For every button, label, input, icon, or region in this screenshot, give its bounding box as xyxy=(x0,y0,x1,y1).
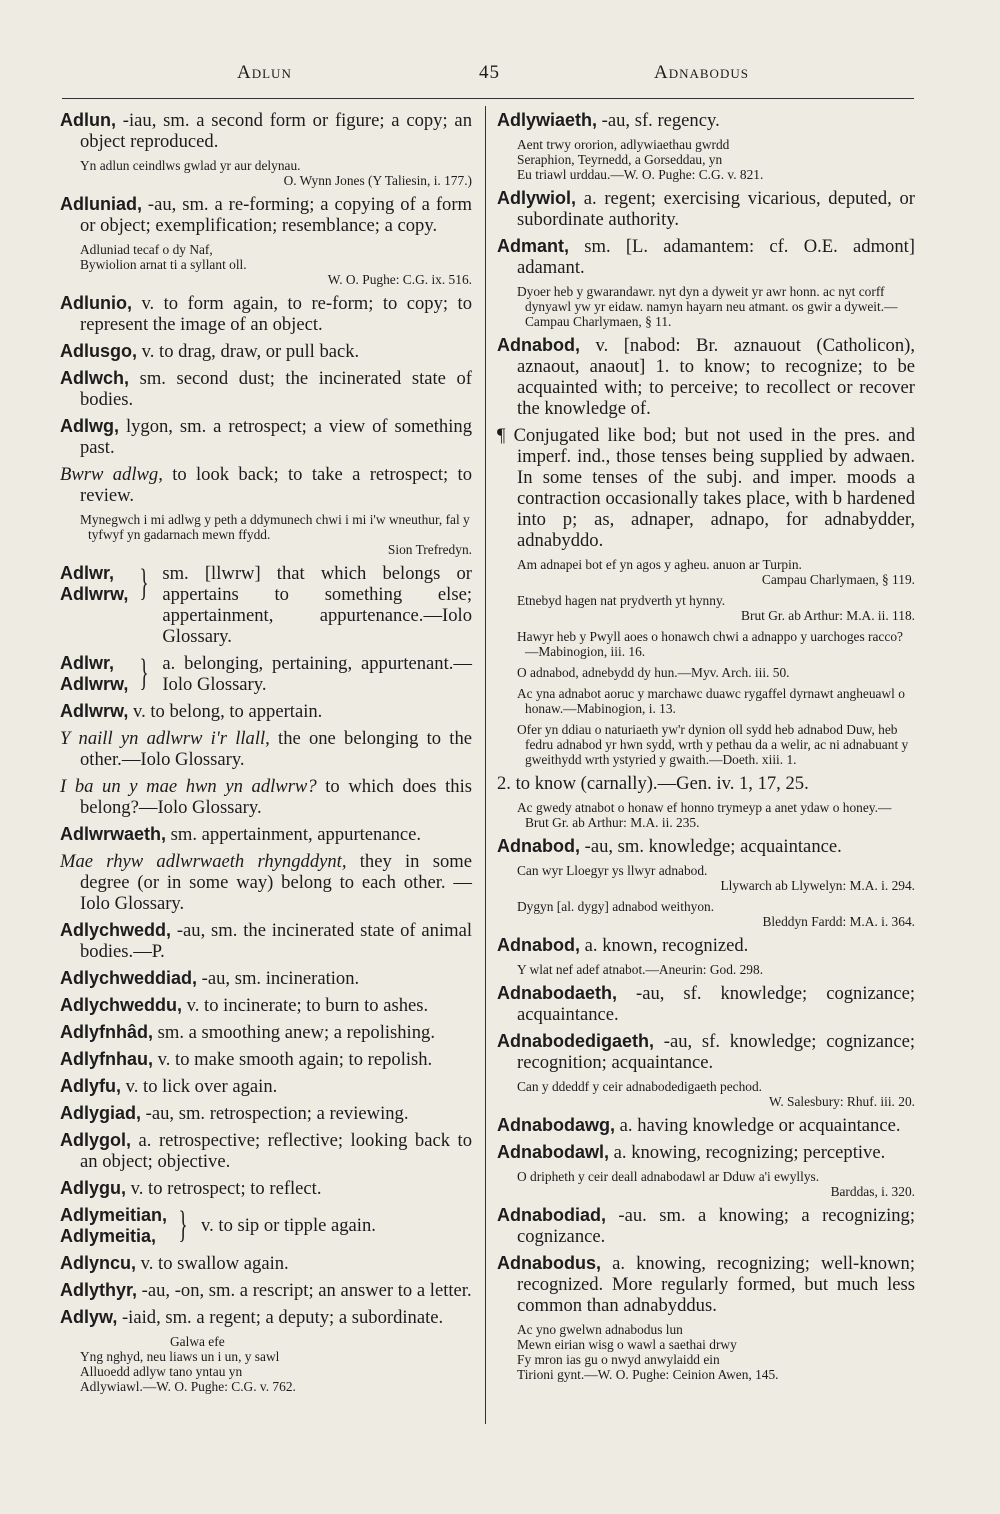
citation: O. Wynn Jones (Y Taliesin, i. 177.) xyxy=(283,173,472,188)
quotation: Hawyr heb y Pwyll aoes o honawch chwi a adnappo y uarchoges racco?—Mabinogion, iii. 16. xyxy=(517,629,903,659)
definition: sm. [llwrw] that which belongs or appertains to something else; appertainment, appurtenance.—Iolo Glossary. xyxy=(162,563,472,647)
definition: v. [nabod: Br. aznauout (Catholicon), aznaout, anaout] 1. to know; to recognize; to be acquainted with; to perceive; to recollect or recover the knowledge of. xyxy=(517,335,915,419)
citation: Sion Trefredyn. xyxy=(387,542,472,557)
usage-example: Bwrw adlwg, to look back; to take a retrospect; to review. xyxy=(60,464,473,506)
definition: a. belonging, pertaining, appurtenant.—Iolo Glossary. xyxy=(162,653,472,695)
entry xyxy=(497,335,915,419)
usage-example: Mae rhyw adlwrwaeth rhyngddynt, they in some degree (or in some way) belong to each other. —Iolo Glossary. xyxy=(60,851,472,914)
citation: Llywarch ab Llywelyn: M.A. i. 294. xyxy=(720,878,915,893)
headword: Adnabodiad, xyxy=(497,1205,606,1225)
entry xyxy=(60,968,472,989)
quotation: Can wyr Lloegyr ys llwyr adnabod. Llywarch ab Llywelyn: M.A. i. 294. xyxy=(517,863,915,893)
headword: Adlwrw, xyxy=(60,701,129,721)
entry xyxy=(60,341,472,362)
definition: v. to make smooth again; to repolish. xyxy=(153,1049,433,1070)
headword: Adlymeitia, xyxy=(60,1226,157,1246)
brace: } xyxy=(139,652,149,694)
entry xyxy=(60,1178,472,1199)
entry xyxy=(497,983,915,1025)
entry xyxy=(60,368,472,410)
headword: Adlunio, xyxy=(60,293,132,313)
headword: Adluniad, xyxy=(60,194,142,214)
entry xyxy=(60,1307,472,1328)
definition: -iau, sm. a second form or figure; a copy; an object reproduced. xyxy=(80,110,472,152)
quotation: O adnabod, adnebydd dy hun.—Myv. Arch. iii. 50. xyxy=(517,665,790,680)
brace: } xyxy=(139,562,149,604)
entry xyxy=(60,1130,472,1172)
entry xyxy=(60,995,472,1016)
definition: a. retrospective; reflective; looking back to an object; objective. xyxy=(80,1130,472,1172)
definition: sm. a smoothing anew; a repolishing. xyxy=(153,1022,435,1043)
definition: -au. sm. a knowing; a recognizing; cognizance. xyxy=(517,1205,915,1247)
headword: Adnabodaeth, xyxy=(497,983,617,1003)
paired-entry xyxy=(60,563,472,647)
usage-example: I ba un y mae hwn yn adlwrw? to which does this belong?—Iolo Glossary. xyxy=(60,776,472,818)
entry xyxy=(497,1253,915,1316)
headword: Adlygiad, xyxy=(60,1103,142,1123)
definition: v. to sip or tipple again. xyxy=(201,1215,376,1236)
definition: -au, sf. knowledge; cognizance; acquaintance. xyxy=(517,983,915,1025)
quotation: Can y ddeddf y ceir adnabodedigaeth pechod. W. Salesbury: Rhuf. iii. 20. xyxy=(517,1079,915,1109)
headword: Adlwrwaeth, xyxy=(60,824,167,844)
quotation: Ac yna adnabot aoruc y marchawc duawc rygaffel dyrnawt angheuawl o honaw.—Mabinogion, i. 13. xyxy=(517,686,905,716)
definition: sm. [L. adamantem: cf. O.E. admont] adamant. xyxy=(517,236,915,278)
entry xyxy=(497,836,915,857)
definition: a. knowing, recognizing; well-known; recognized. More regularly formed, but much less common than adnabyddus. xyxy=(517,1253,915,1316)
definition: v. to retrospect; to reflect. xyxy=(126,1178,322,1199)
entry xyxy=(60,416,472,458)
entry xyxy=(497,110,915,131)
headword: Adlymeitian, xyxy=(60,1205,168,1225)
paired-entry xyxy=(60,653,472,695)
headword: Adlwch, xyxy=(60,368,130,388)
definition: -au, sm. knowledge; acquaintance. xyxy=(580,836,842,857)
headword: Adlwg, xyxy=(60,416,119,436)
headword: Adnabod, xyxy=(497,335,580,355)
definition: v. to lick over again. xyxy=(121,1076,278,1097)
definition: lygon, sm. a retrospect; a view of something past. xyxy=(80,416,472,458)
entry xyxy=(497,188,915,230)
definition: -iaid, sm. a regent; a deputy; a subordinate. xyxy=(117,1307,444,1328)
headword: Adlwrw, xyxy=(60,584,129,604)
definition: sm. second dust; the incinerated state of bodies. xyxy=(80,368,472,410)
quotation: Am adnapei bot ef yn agos y agheu. anuon ar Turpin. Campau Charlymaen, § 119. xyxy=(517,557,915,587)
headword: Adnabodawl, xyxy=(497,1142,609,1162)
headword: Admant, xyxy=(497,236,569,256)
entry xyxy=(497,1142,915,1163)
entry xyxy=(60,701,472,722)
headword: Adlychwedd, xyxy=(60,920,172,940)
entry xyxy=(497,1031,915,1073)
headword: Adnabodawg, xyxy=(497,1115,615,1135)
right-column xyxy=(497,110,915,1388)
citation: Bleddyn Fardd: M.A. i. 364. xyxy=(762,914,915,929)
header-rule xyxy=(62,98,914,99)
headword: Adlyfnhau, xyxy=(60,1049,153,1069)
definition: -au, sm. retrospection; a reviewing. xyxy=(141,1103,409,1124)
definition: v. to belong, to appertain. xyxy=(128,701,323,722)
headword: Adnabodus, xyxy=(497,1253,601,1273)
quotation: Ac gwedy atnabot o honaw ef honno trymeyp a anet ydaw o honey.—Brut Gr. ab Arthur: M.A. ii. 235. xyxy=(517,800,892,830)
entry xyxy=(60,1253,472,1274)
definition: v. to drag, draw, or pull back. xyxy=(137,341,360,362)
definition: -au, sf. regency. xyxy=(597,110,720,131)
header-left-guideword: Adlun xyxy=(237,62,292,83)
entry xyxy=(497,1205,915,1247)
citation: Brut Gr. ab Arthur: M.A. ii. 118. xyxy=(741,608,915,623)
headword: Adlusgo, xyxy=(60,341,137,361)
entry xyxy=(60,1076,472,1097)
quotation: Aent trwy ororion, adlywiaethau gwrdd Seraphion, Teyrnedd, a Gorseddau, yn Eu triawl urddau.—W. O. Pughe: C.G. v. 821. xyxy=(517,137,764,182)
headword: Adlwr, xyxy=(60,653,115,673)
definition: a. regent; exercising vicarious, deputed, or subordinate authority. xyxy=(517,188,915,230)
entry xyxy=(60,110,472,152)
quotation: Dygyn [al. dygy] adnabod weithyon. Bleddyn Fardd: M.A. i. 364. xyxy=(517,899,915,929)
brace: } xyxy=(178,1204,188,1246)
entry xyxy=(60,824,472,845)
left-column xyxy=(60,110,472,1400)
headword: Adlygol, xyxy=(60,1130,131,1150)
entry xyxy=(497,236,915,278)
definition: -au, sm. incineration. xyxy=(197,968,360,989)
entry xyxy=(60,1280,472,1301)
headword: Adlywiol, xyxy=(497,188,577,208)
definition: a. having knowledge or acquaintance. xyxy=(615,1115,901,1136)
sense-2: 2. to know (carnally).—Gen. iv. 1, 17, 25. xyxy=(497,773,809,794)
headword: Adlythyr, xyxy=(60,1280,138,1300)
header-right-guideword: Adnabodus xyxy=(654,62,749,83)
entry xyxy=(60,194,472,236)
entry xyxy=(60,920,472,962)
headword: Adlychweddu, xyxy=(60,995,183,1015)
definition: a. knowing, recognizing; perceptive. xyxy=(609,1142,886,1163)
definition: v. to incinerate; to burn to ashes. xyxy=(182,995,429,1016)
quotation: Y wlat nef adef atnabot.—Aneurin: God. 298. xyxy=(517,962,764,977)
definition: -au, sm. a re-forming; a copying of a form or object; exemplification; resemblance; a copy. xyxy=(80,194,472,236)
quotation: Yn adlun ceindlws gwlad yr aur delynau. O. Wynn Jones (Y Taliesin, i. 177.) xyxy=(80,158,472,188)
headword: Adlygu, xyxy=(60,1178,126,1198)
quotation: Galwa efe Yng nghyd, neu liaws un i un, y sawl Alluoedd adlyw tano yntau yn Adlywiawl.—W. O. Pughe: C.G. v. 762. xyxy=(80,1334,296,1394)
definition: -au, sm. the incinerated state of animal bodies.—P. xyxy=(80,920,472,962)
headword: Adlwr, xyxy=(60,563,115,583)
quotation: Dyoer heb y gwarandawr. nyt dyn a dyweit yr awr honn. ac nyt corff dynyawl yw yr eidaw. namyn hayarn neu atmant. os gwir a dyweit.—Campau Charlymaen, § 11. xyxy=(517,284,898,329)
headword: Adlychweddiad, xyxy=(60,968,198,988)
entry xyxy=(60,1103,472,1124)
headword: Adnabod, xyxy=(497,836,580,856)
entry xyxy=(497,935,915,956)
page-number: 45 xyxy=(479,62,500,83)
quotation: O dripheth y ceir deall adnabodawl ar Dduw a'i ewyllys. Barddas, i. 320. xyxy=(517,1169,915,1199)
citation: W. O. Pughe: C.G. ix. 516. xyxy=(327,272,472,287)
headword: Adlywiaeth, xyxy=(497,110,598,130)
usage-example: Y naill yn adlwrw i'r llall, the one belonging to the other.—Iolo Glossary. xyxy=(60,728,472,770)
headword: Adlyncu, xyxy=(60,1253,137,1273)
definition: v. to form again, to re-form; to copy; to represent the image of an object. xyxy=(80,293,472,335)
headword: Adlyfu, xyxy=(60,1076,121,1096)
definition: v. to swallow again. xyxy=(136,1253,289,1274)
paired-entry xyxy=(60,1205,472,1247)
running-head xyxy=(62,62,914,86)
headword: Adnabodedigaeth, xyxy=(497,1031,654,1051)
citation: Barddas, i. 320. xyxy=(830,1184,915,1199)
citation: W. Salesbury: Rhuf. iii. 20. xyxy=(768,1094,915,1109)
usage-note: ¶ Conjugated like bod; but not used in the pres. and imperf. ind., those tenses being supplied by adwaen. In some tenses of the subj. and imper. moods a contraction occasionally takes place, with b hardened into p; as, adnaper, adnapo, for adnabydder, adnabyddo. xyxy=(497,425,915,551)
definition: -au, -on, sm. a rescript; an answer to a letter. xyxy=(137,1280,472,1301)
headword: Adnabod, xyxy=(497,935,580,955)
definition: a. known, recognized. xyxy=(580,935,749,956)
entry xyxy=(60,1022,472,1043)
entry xyxy=(497,1115,915,1136)
quotation: Adluniad tecaf o dy Naf, Bywiolion arnat ti a syllant oll. W. O. Pughe: C.G. ix. 516. xyxy=(80,242,472,287)
entry xyxy=(60,293,472,335)
column-divider xyxy=(485,106,486,1424)
quotation: Mynegwch i mi adlwg y peth a ddymunech chwi i mi i'w wneuthur, fal y tyfwyf yn gadarnach mewn ffydd. Sion Trefredyn. xyxy=(80,512,472,557)
definition: sm. appertainment, appurtenance. xyxy=(166,824,422,845)
headword: Adlyfnhâd, xyxy=(60,1022,153,1042)
citation: Campau Charlymaen, § 119. xyxy=(761,572,915,587)
headword: Adlyw, xyxy=(60,1307,118,1327)
quotation: Ac yno gwelwn adnabodus lun Mewn eirian wisg o wawl a saethai drwy Fy mron ias gu o nwyd anwylaidd ein Tirioni gynt.—W. O. Pughe: Ceinion Awen, 145. xyxy=(517,1322,779,1382)
entry xyxy=(60,1049,472,1070)
headword: Adlun, xyxy=(60,110,116,130)
quotation: Etnebyd hagen nat prydverth yt hynny. Brut Gr. ab Arthur: M.A. ii. 118. xyxy=(517,593,915,623)
headword: Adlwrw, xyxy=(60,674,129,694)
definition: -au, sf. knowledge; cognizance; recognition; acquaintance. xyxy=(517,1031,915,1073)
quotation: Ofer yn ddiau o naturiaeth yw'r dynion oll sydd heb adnabod Duw, heb fedru adnabod yr hwn sydd, wrth y pethau da a welir, ac ni adnabuant y gweithydd wrth ystyried y gwaith.—Doeth. xiii. 1. xyxy=(517,722,909,767)
